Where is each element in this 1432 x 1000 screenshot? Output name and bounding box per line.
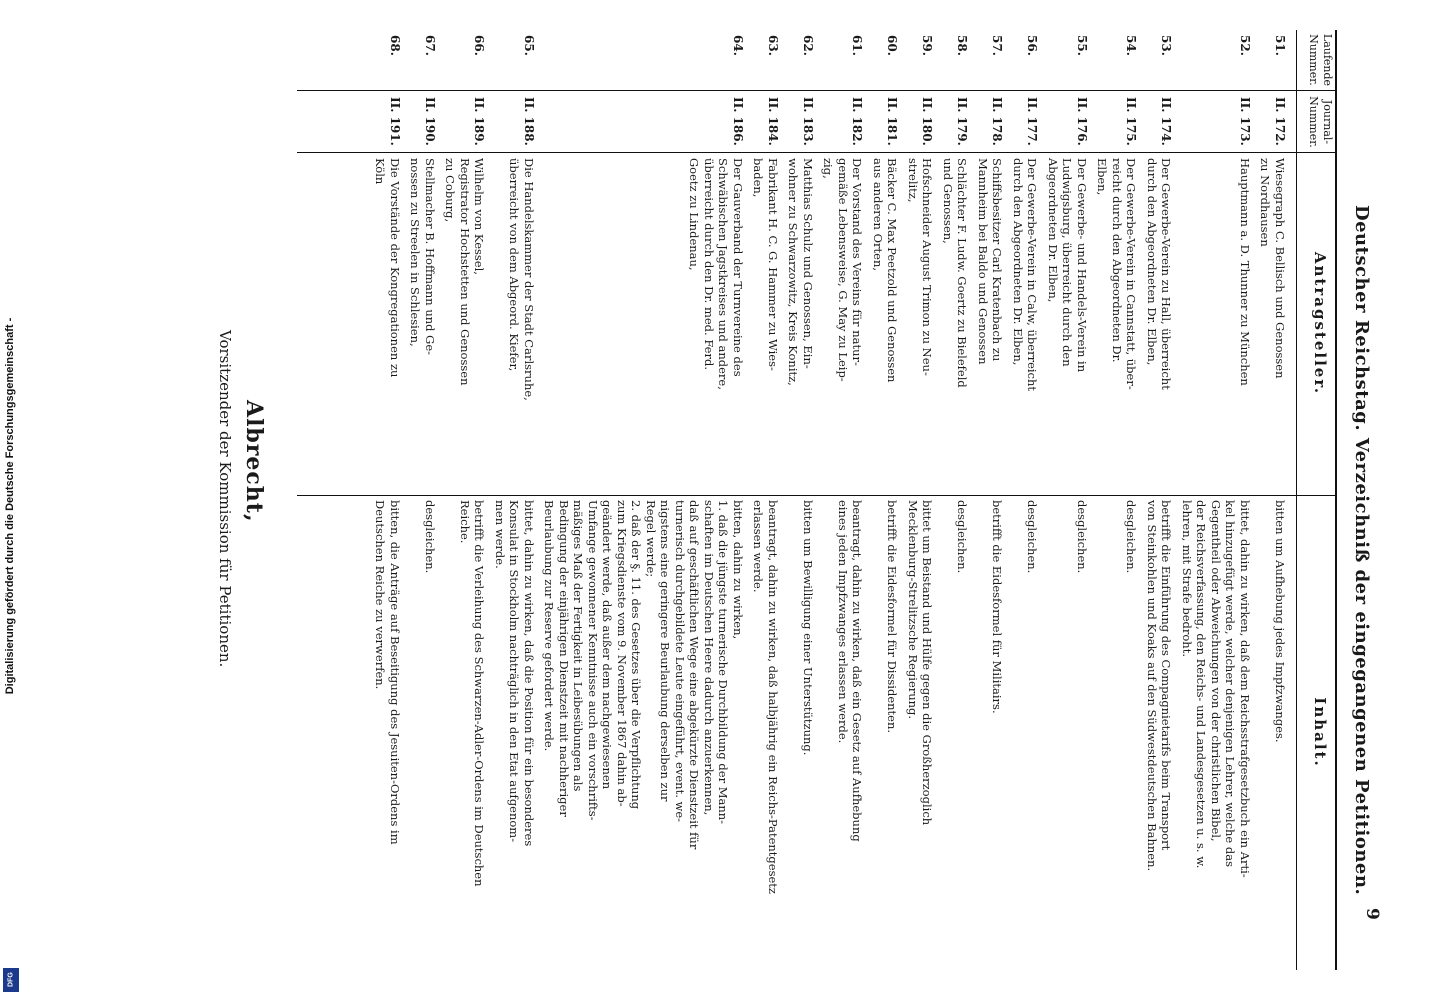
inhalt-line: betrifft die Eidesformel für Militairs. bbox=[990, 500, 1005, 714]
signature-role: Vorsitzender der Kommission für Petitionen. bbox=[216, 330, 234, 668]
laufende-nummer: 68. bbox=[388, 35, 402, 56]
inhalt-line: geändert werde, daß außer dem nachgewiesenen bbox=[600, 500, 615, 790]
antragsteller-line: Ludwigsburg, überreicht durch den bbox=[1060, 158, 1075, 367]
antragsteller-line: Hofschneider August Trimon zu Neu- bbox=[920, 158, 935, 376]
inhalt-line: desgleichen. bbox=[1075, 500, 1089, 574]
dfg-logo-icon: DFG bbox=[3, 968, 19, 992]
inhalt-line: eines jeden Impfzwanges erlassen werde. bbox=[836, 500, 850, 744]
journal-nummer: II. 176. bbox=[1075, 97, 1089, 146]
journal-nummer: II. 177. bbox=[1025, 97, 1040, 146]
laufende-nummer: 52. bbox=[1238, 35, 1252, 56]
antragsteller-line: und Genossen, bbox=[941, 158, 955, 244]
inhalt-line: men werde. bbox=[493, 500, 507, 569]
antragsteller-line: Der Gewerbe-Verein in Cannstatt, über- bbox=[1124, 158, 1139, 390]
antragsteller-line: Die Handelskammer der Stadt Carlsruhe, bbox=[522, 158, 536, 401]
header-antragsteller: Antragsteller. bbox=[1311, 251, 1329, 396]
inhalt-line: kel hinzugefügt werde, welcher denjenigen Lehrer, welche das bbox=[1223, 500, 1238, 868]
antragsteller-line: Elben, bbox=[1095, 158, 1110, 196]
antragsteller-line: strelitz, bbox=[906, 158, 920, 203]
antragsteller-line: zu Nordhausen bbox=[1258, 158, 1273, 247]
laufende-nummer: 61. bbox=[850, 35, 865, 56]
inhalt-line: Bedingung der einjährigen Dienstzeit mit nachheriger bbox=[557, 500, 571, 817]
journal-nummer: II. 175. bbox=[1124, 97, 1139, 146]
journal-nummer: II. 183. bbox=[801, 97, 815, 146]
antragsteller-line: Schlächter F. Ludw. Goertz zu Bielefeld bbox=[955, 158, 970, 388]
inhalt-line: Beurlaubung zur Reserve gefordert werde. bbox=[542, 500, 557, 752]
column-divider bbox=[297, 90, 1337, 91]
inhalt-line: 2. daß der §. 11. des Gesetzes über die Verpflichtung bbox=[629, 500, 644, 810]
journal-nummer: II. 184. bbox=[766, 97, 780, 146]
journal-nummer: II. 179. bbox=[955, 97, 970, 146]
inhalt-line: Regel werde; bbox=[644, 500, 658, 578]
antragsteller-line: Goetz zu Lindenau, bbox=[687, 158, 702, 271]
journal-nummer: II. 190. bbox=[423, 97, 437, 146]
inhalt-line: betrifft die Einführung des Compagnietarifs beim Transport bbox=[1159, 500, 1174, 851]
inhalt-line: Umfange gewonnener Kenntnisse auch ein vorschrifts- bbox=[586, 500, 600, 821]
page-title: Deutscher Reichstag. Verzeichniß der eingegangenen Petitionen. bbox=[1351, 205, 1372, 896]
antragsteller-line: Schwäbischen Jagstkreises und andere, bbox=[716, 158, 731, 390]
inhalt-line: bitten um Aufhebung jedes Impfzwanges. bbox=[1273, 500, 1287, 743]
header-journal: Journal-Nummer. bbox=[1307, 96, 1334, 148]
inhalt-line: Deutschen Reiche zu verwerfen. bbox=[373, 500, 388, 690]
inhalt-line: bittet um Beistand und Hülfe gegen die Großherzoglich bbox=[920, 500, 935, 826]
inhalt-line: Mecklenburg-Strelitzsche Regierung. bbox=[906, 500, 920, 720]
journal-nummer: II. 188. bbox=[522, 97, 536, 146]
laufende-nummer: 63. bbox=[766, 35, 780, 56]
inhalt-line: Reiche. bbox=[458, 500, 472, 544]
header-bottom-rule bbox=[1296, 30, 1297, 970]
inhalt-line: bitten, die Anträge auf Beseitigung des Jesuiten-Ordens im bbox=[388, 500, 402, 845]
journal-nummer: II. 180. bbox=[920, 97, 935, 146]
antragsteller-line: Der Gauverband der Turnvereine des bbox=[731, 158, 745, 377]
laufende-nummer: 54. bbox=[1124, 35, 1139, 56]
laufende-nummer: 55. bbox=[1075, 35, 1089, 56]
inhalt-line: von Steinkohlen und Koaks auf den Südwestdeutschen Bahnen. bbox=[1145, 500, 1159, 872]
column-divider bbox=[297, 152, 1337, 153]
header-laufende: Laufende Nummer. bbox=[1307, 33, 1334, 87]
antragsteller-line: Wiesegraph C. Bellisch und Genossen bbox=[1273, 158, 1287, 379]
antragsteller-line: Fabrikant H. C. G. Hammer zu Wies- bbox=[766, 158, 780, 371]
inhalt-line: bitten um Bewilligung einer Unterstützung. bbox=[801, 500, 815, 756]
antragsteller-line: Stellmacher B. Hoffmann und Ge- bbox=[423, 158, 437, 356]
inhalt-line: bittet, dahin zu wirken, daß die Position für ein besonderes bbox=[522, 500, 536, 847]
journal-nummer: II. 191. bbox=[388, 97, 402, 146]
antragsteller-line: baden, bbox=[751, 158, 766, 198]
inhalt-line: schaften im Deutschen Heere dadurch anzuerkennen, bbox=[702, 500, 716, 816]
antragsteller-line: durch den Abgeordneten Dr. Elben, bbox=[1011, 158, 1025, 366]
laufende-nummer: 64. bbox=[731, 35, 745, 56]
antragsteller-line: Der Gewerbe-Verein zu Hall, überreicht bbox=[1159, 158, 1174, 390]
inhalt-line: desgleichen. bbox=[1124, 500, 1139, 574]
antragsteller-line: Registrator Hochstetten und Genossen bbox=[458, 158, 472, 386]
inhalt-line: bittet, dahin zu wirken, daß dem Reichsstrafgesetzbuch ein Arti- bbox=[1238, 500, 1252, 878]
antragsteller-line: Der Gewerbe- und Handels-Verein in bbox=[1075, 158, 1089, 373]
inhalt-line: beantragt, dahin zu wirken, daß ein Gesetz auf Aufhebung bbox=[850, 500, 865, 842]
antragsteller-line: zig, bbox=[821, 158, 836, 179]
antragsteller-line: Der Vorstand des Vereins für natur- bbox=[850, 158, 865, 366]
antragsteller-line: reicht durch den Abgeordneten Dr. bbox=[1110, 158, 1124, 363]
journal-nummer: II. 178. bbox=[990, 97, 1005, 146]
inhalt-line: betrifft die Verleihung des Schwarzen-Adler-Ordens im Deutschen bbox=[472, 500, 487, 887]
inhalt-line: betrifft die Eidesformel für Dissidenten. bbox=[885, 500, 900, 734]
antragsteller-line: nossen zu Streelen in Schlesien, bbox=[408, 158, 423, 347]
antragsteller-line: Matthias Schulz und Genossen, Ein- bbox=[801, 158, 815, 369]
journal-nummer: II. 172. bbox=[1273, 97, 1287, 146]
journal-nummer: II. 173. bbox=[1238, 97, 1252, 146]
antragsteller-line: Wilhelm von Kessel, bbox=[472, 158, 487, 275]
inhalt-line: beantragt, dahin zu wirken, daß halbjährig ein Reichs-Patentgesetz bbox=[766, 500, 780, 894]
journal-nummer: II. 182. bbox=[850, 97, 865, 146]
journal-nummer: II. 186. bbox=[731, 97, 745, 146]
inhalt-line: desgleichen. bbox=[955, 500, 970, 574]
laufende-nummer: 51. bbox=[1273, 35, 1287, 56]
antragsteller-line: durch den Abgeordneten Dr. Elben, bbox=[1145, 158, 1159, 366]
antragsteller-line: zu Coburg, bbox=[443, 158, 458, 223]
dfg-strip bbox=[0, 0, 22, 1000]
inhalt-line: bitten, dahin zu wirken, bbox=[731, 500, 745, 640]
antragsteller-line: Hauptmann a. D. Thunner zu München bbox=[1238, 158, 1252, 386]
table-top-rule bbox=[1335, 30, 1337, 970]
laufende-nummer: 58. bbox=[955, 35, 970, 56]
antragsteller-line: überreicht von dem Abgeord. Kiefer, bbox=[507, 158, 522, 372]
journal-nummer: II. 189. bbox=[472, 97, 487, 146]
dfg-credit: Digitalisierung gefördert durch die Deutsche Forschungsgemeinschaft - bbox=[4, 317, 16, 695]
laufende-nummer: 59. bbox=[920, 35, 935, 56]
antragsteller-line: Bäcker C. Max Peetzold und Genossen bbox=[885, 158, 900, 383]
inhalt-line: zum Kriegsdienste vom 9. November 1867 dahin ab- bbox=[615, 500, 629, 807]
journal-nummer: II. 174. bbox=[1159, 97, 1174, 146]
inhalt-line: Gegentheil oder Abweichungen von der christlichen Bibel, bbox=[1209, 500, 1223, 842]
laufende-nummer: 60. bbox=[885, 35, 900, 56]
antragsteller-line: aus anderen Orten, bbox=[871, 158, 885, 272]
antragsteller-line: gemäße Lebensweise, G. May zu Leip- bbox=[836, 158, 850, 382]
inhalt-line: lehren, mit Strafe bedroht. bbox=[1180, 500, 1194, 657]
antragsteller-line: Die Vorstände der Kongregationen zu bbox=[388, 158, 402, 378]
antragsteller-line: überreicht durch den Dr. med. Ferd. bbox=[702, 158, 716, 370]
inhalt-line: nigstens eine geringere Beurlaubung derselben zur bbox=[658, 500, 673, 802]
page-number: 9 bbox=[1362, 908, 1382, 920]
inhalt-line: daß auf geschäftlichen Wege eine abgekürzte Dienstzeit für bbox=[687, 500, 702, 850]
inhalt-line: desgleichen. bbox=[423, 500, 437, 574]
laufende-nummer: 62. bbox=[801, 35, 815, 56]
antragsteller-line: Schiffsbesitzer Carl Kratenbach zu bbox=[990, 158, 1005, 362]
column-divider bbox=[297, 495, 1337, 496]
inhalt-line: desgleichen. bbox=[1025, 500, 1040, 574]
laufende-nummer: 53. bbox=[1159, 35, 1174, 56]
inhalt-line: mäßiges Maß der Fertigkeit in Leibesübungen als bbox=[571, 500, 586, 792]
antragsteller-line: Mannheim bei Baldo und Genossen bbox=[976, 158, 990, 365]
inhalt-line: Konsulat in Stockholm nachträglich in den Etat aufgenom- bbox=[507, 500, 522, 843]
laufende-nummer: 67. bbox=[423, 35, 437, 56]
journal-nummer: II. 181. bbox=[885, 97, 900, 146]
inhalt-line: erlassen werde. bbox=[751, 500, 766, 593]
inhalt-line: der Reichsverfassung, den Reichs- und Landesgesetzen u. s. w. bbox=[1194, 500, 1209, 869]
signature-name: Albrecht, bbox=[241, 400, 267, 523]
laufende-nummer: 65. bbox=[522, 35, 536, 56]
antragsteller-line: Der Gewerbe-Verein in Calw, überreicht bbox=[1025, 158, 1040, 392]
antragsteller-line: wohner zu Schwarzowitz, Kreis Konitz, bbox=[786, 158, 801, 386]
laufende-nummer: 66. bbox=[472, 35, 487, 56]
antragsteller-line: Köln bbox=[373, 158, 388, 185]
header-inhalt: Inhalt. bbox=[1311, 697, 1329, 768]
antragsteller-line: Abgeordneten Dr. Elben, bbox=[1046, 158, 1060, 303]
laufende-nummer: 56. bbox=[1025, 35, 1040, 56]
inhalt-line: 1. daß die jüngste turnerische Durchbildung der Mann- bbox=[716, 500, 731, 825]
laufende-nummer: 57. bbox=[990, 35, 1005, 56]
inhalt-line: turnerisch durchgebildete Leute eingeführt, event. we- bbox=[673, 500, 687, 823]
